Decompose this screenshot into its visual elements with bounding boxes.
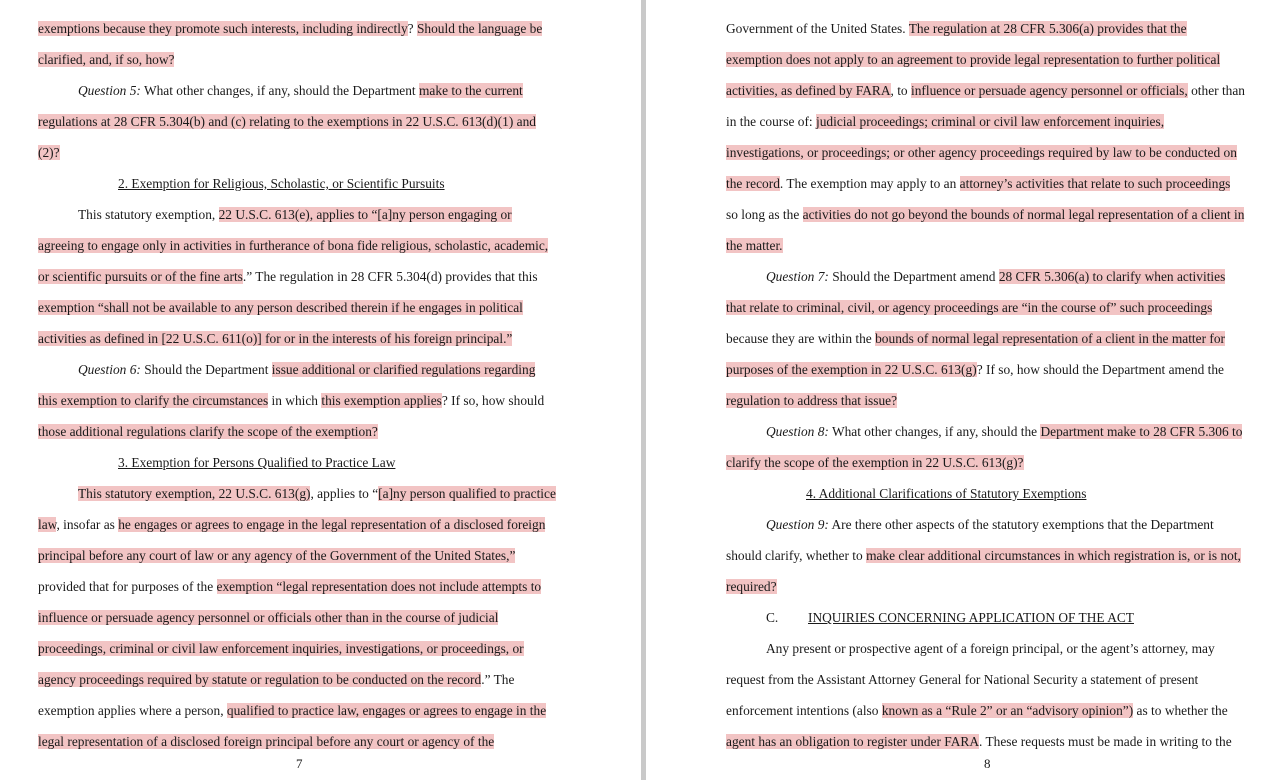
text-line xyxy=(38,702,546,720)
highlighted-text: this exemption to clarify the circumstances xyxy=(38,393,269,408)
text-line xyxy=(726,392,897,410)
question-label: Question 8: xyxy=(766,424,829,439)
body-text: What other changes, if any, should the xyxy=(828,424,1041,439)
text-line xyxy=(78,485,556,503)
text-line xyxy=(78,82,523,100)
text-line xyxy=(38,20,542,38)
body-text: because they are within the xyxy=(726,331,876,346)
text-line xyxy=(726,82,1245,100)
text-line xyxy=(726,578,777,596)
highlighted-text: activities do not go beyond the bounds of normal legal representation of a client in xyxy=(802,207,1245,222)
highlighted-text: or scientific pursuits or of the fine arts xyxy=(38,269,243,284)
highlighted-text: make to the current xyxy=(419,83,523,98)
text-line xyxy=(726,175,1230,193)
highlighted-text: influence or persuade agency personnel or officials other than in the course of judicial xyxy=(38,610,499,625)
highlighted-text: the matter. xyxy=(726,238,783,253)
highlighted-text: make clear additional circumstances in which registration is, or is not, xyxy=(866,548,1241,563)
text-line xyxy=(38,299,523,317)
body-text: in the course of: xyxy=(726,114,816,129)
highlighted-text: bounds of normal legal representation of a client in the matter for xyxy=(875,331,1226,346)
text-line xyxy=(38,144,60,162)
text-line xyxy=(118,175,445,193)
section-heading-text: 3. Exemption for Persons Qualified to Practice Law xyxy=(118,455,396,470)
text-line xyxy=(766,516,1214,534)
highlighted-text: judicial proceedings; criminal or civil law enforcement inquiries, xyxy=(816,114,1165,129)
highlighted-text: legal representation of a disclosed foreign principal before any court or agency of the xyxy=(38,734,495,749)
highlighted-text: clarified, and, if so, how? xyxy=(38,52,175,67)
highlighted-text: This statutory exemption, xyxy=(78,486,219,501)
body-text: . The exemption may apply to an xyxy=(779,176,960,191)
text-line xyxy=(726,113,1164,131)
body-text: . These requests must be made in writing to the xyxy=(979,734,1232,749)
highlighted-text: investigations, or proceedings; or other agency proceedings required by law to be conducted on xyxy=(726,145,1237,160)
highlighted-text: Should the language be xyxy=(416,21,543,36)
body-text: Are there other aspects of the statutory exemptions that the Department xyxy=(828,517,1214,532)
highlighted-text: proceedings, criminal or civil law enforcement inquiries, investigations, or proceedings, or xyxy=(38,641,524,656)
highlighted-text: law xyxy=(38,517,57,532)
highlighted-text: this exemption applies xyxy=(321,393,442,408)
body-text: .” The regulation in 28 CFR 5.304(d) provides that this xyxy=(242,269,538,284)
question-label: Question 5: xyxy=(78,83,141,98)
question-label: Question 9: xyxy=(766,517,829,532)
text-line xyxy=(78,206,512,224)
highlighted-text: known as a “Rule 2” or an “advisory opinion”) xyxy=(881,703,1134,718)
highlighted-text: exemption “shall not be available to any person described therein if he engages in political xyxy=(38,300,523,315)
highlighted-text: issue additional or clarified regulations regarding xyxy=(271,362,536,377)
text-line xyxy=(726,330,1225,348)
text-line xyxy=(766,640,1215,658)
highlighted-text: activities, as defined by FARA xyxy=(726,83,891,98)
highlighted-text: Department make to 28 CFR 5.306 to xyxy=(1040,424,1243,439)
text-line xyxy=(38,330,512,348)
text-line xyxy=(726,206,1244,224)
highlighted-text: agent has an obligation to register under FARA xyxy=(726,734,980,749)
highlighted-text: purposes of the exemption in 22 U.S.C. 613(g) xyxy=(726,362,977,377)
text-line xyxy=(726,237,783,255)
text-line xyxy=(726,733,1232,751)
text-line xyxy=(38,237,548,255)
body-text: as to whether the xyxy=(1133,703,1228,718)
highlighted-text: exemption “legal representation does not include attempts to xyxy=(216,579,542,594)
highlighted-text: 22 U.S.C. 613(g) xyxy=(218,486,311,501)
page-number: 8 xyxy=(984,756,991,771)
highlighted-text: [a]ny person qualified to practice xyxy=(378,486,556,501)
text-line xyxy=(726,361,1224,379)
highlighted-text: principal before any court of law or any agency of the Government of the United States,” xyxy=(38,548,516,563)
body-text: exemption applies where a person, xyxy=(38,703,227,718)
highlighted-text: those additional regulations clarify the scope of the exemption? xyxy=(38,424,378,439)
text-line xyxy=(726,454,1024,472)
body-text: Should the Department amend xyxy=(828,269,999,284)
question-label: Question 7: xyxy=(766,269,829,284)
highlighted-text: agreeing to engage only in activities in furtherance of bona fide religious, scholastic, academic, xyxy=(38,238,549,253)
page-number: 7 xyxy=(296,756,303,771)
body-text: ? xyxy=(407,21,417,36)
body-text: so long as the xyxy=(726,207,803,222)
text-line xyxy=(38,547,515,565)
body-text: , to xyxy=(890,83,911,98)
highlighted-text: regulations at 28 CFR 5.304(b) and (c) relating to the exemptions in 22 U.S.C. 613(d)(1) and xyxy=(38,114,536,129)
text-line xyxy=(726,51,1220,69)
text-line xyxy=(38,640,524,658)
text-line xyxy=(38,113,536,131)
text-line xyxy=(118,454,395,472)
body-text: Should the Department xyxy=(140,362,272,377)
section-heading-text: 2. Exemption for Religious, Scholastic, or Scientific Pursuits xyxy=(118,176,445,191)
body-text: other than xyxy=(1187,83,1245,98)
body-text: ? If so, how should xyxy=(441,393,545,408)
text-line xyxy=(38,733,494,751)
body-text: .” The xyxy=(481,672,515,687)
text-line xyxy=(726,671,1198,689)
body-text: This statutory exemption, xyxy=(78,207,219,222)
text-line xyxy=(38,609,498,627)
text-line xyxy=(766,609,1134,627)
highlighted-text: (2)? xyxy=(38,145,60,160)
highlighted-text: exemption does not apply to an agreement to provide legal representation to further political xyxy=(726,52,1221,67)
body-text: enforcement intentions (also xyxy=(726,703,882,718)
highlighted-text: exemptions because they promote such interests, including indirectly xyxy=(38,21,408,36)
highlighted-text: The regulation at 28 CFR 5.306(a) provides that the xyxy=(908,21,1187,36)
body-text: should clarify, whether to xyxy=(726,548,867,563)
highlighted-text: agency proceedings required by statute or regulation to be conducted on the record xyxy=(38,672,482,687)
highlighted-text: that relate to criminal, civil, or agency proceedings are “in the course of” such proceedings xyxy=(726,300,1213,315)
body-text: request from the Assistant Attorney General for National Security a statement of present xyxy=(726,672,1199,687)
text-line xyxy=(38,268,538,286)
text-line xyxy=(726,547,1241,565)
section-heading-text: 4. Additional Clarifications of Statutory Exemptions xyxy=(806,486,1087,501)
document-page-8 xyxy=(646,0,1280,780)
highlighted-text: 22 U.S.C. 613(e), applies to “[a]ny person engaging or xyxy=(218,207,512,222)
body-text: Any present or prospective agent of a foreign principal, or the agent’s attorney, may xyxy=(766,641,1215,656)
body-text: , applies to “ xyxy=(310,486,379,501)
text-line xyxy=(38,671,514,689)
highlighted-text: qualified to practice law, engages or agrees to engage in the xyxy=(226,703,547,718)
text-line xyxy=(38,578,541,596)
body-text: in which xyxy=(268,393,322,408)
text-line xyxy=(726,702,1228,720)
text-line xyxy=(38,51,174,69)
highlighted-text: regulation to address that issue? xyxy=(726,393,898,408)
text-line xyxy=(726,299,1212,317)
highlighted-text: influence or persuade agency personnel or officials, xyxy=(910,83,1188,98)
text-line xyxy=(766,423,1242,441)
text-line xyxy=(766,268,1225,286)
highlighted-text: 28 CFR 5.306(a) to clarify when activities xyxy=(998,269,1226,284)
highlighted-text: the record xyxy=(726,176,780,191)
text-line xyxy=(806,485,1086,503)
highlighted-text: he engages or agrees to engage in the legal representation of a disclosed foreign xyxy=(118,517,546,532)
question-label: Question 6: xyxy=(78,362,141,377)
text-line xyxy=(726,20,1187,38)
text-line xyxy=(726,144,1237,162)
body-text: Government of the United States. xyxy=(726,21,909,36)
body-text: C. xyxy=(766,610,779,625)
section-heading-text: INQUIRIES CONCERNING APPLICATION OF THE ACT xyxy=(808,610,1134,625)
body-text: , insofar as xyxy=(56,517,119,532)
highlighted-text: attorney’s activities that relate to such proceedings xyxy=(959,176,1231,191)
text-line xyxy=(38,516,545,534)
body-text: ? If so, how should the Department amend the xyxy=(976,362,1224,377)
text-line xyxy=(38,423,378,441)
text-line xyxy=(38,392,544,410)
body-text: What other changes, if any, should the Department xyxy=(140,83,420,98)
highlighted-text: activities as defined in [22 U.S.C. 611(o)] for or in the interests of his foreign principal.” xyxy=(38,331,513,346)
highlighted-text: clarify the scope of the exemption in 22 U.S.C. 613(g)? xyxy=(726,455,1024,470)
highlighted-text: required? xyxy=(726,579,777,594)
text-line xyxy=(78,361,535,379)
body-text: provided that for purposes of the xyxy=(38,579,217,594)
